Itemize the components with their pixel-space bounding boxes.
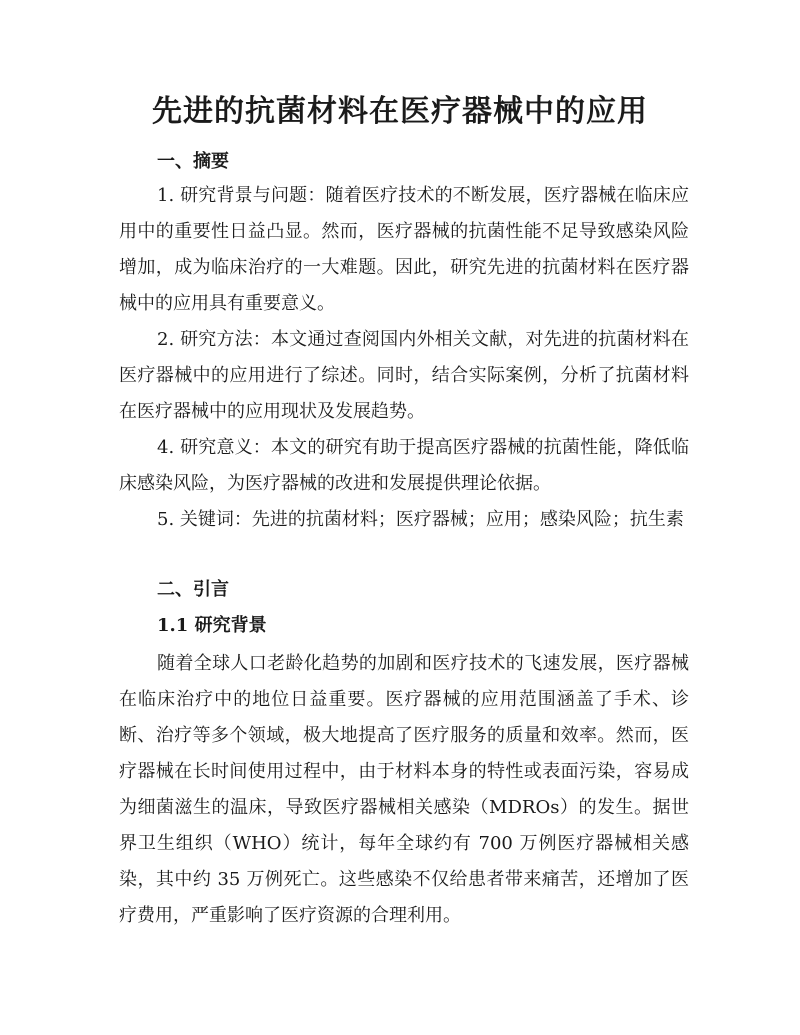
- abstract-paragraph-significance: 4. 研究意义：本文的研究有助于提高医疗器械的抗菌性能，降低临床感染风险，为医疗器械的改进和发展提供理论依据。: [119, 437, 689, 494]
- abstract-paragraph-keywords: 5. 关键词：先进的抗菌材料；医疗器械；应用；感染风险；抗生素: [157, 509, 684, 530]
- abstract-paragraph-background: 1. 研究背景与问题：随着医疗技术的不断发展，医疗器械在临床应用中的重要性日益凸显。然而，医疗器械的抗菌性能不足导致感染风险增加，成为临床治疗的一大难题。因此，研究先进的抗菌材料在医疗器械中的应用具有重要意义。: [119, 185, 689, 314]
- abstract-paragraph-method: 2. 研究方法：本文通过查阅国内外相关文献，对先进的抗菌材料在医疗器械中的应用进行了综述。同时，结合实际案例，分析了抗菌材料在医疗器械中的应用现状及发展趋势。: [119, 329, 689, 422]
- abstract-heading: 一、摘要: [157, 151, 229, 172]
- introduction-paragraph: 随着全球人口老龄化趋势的加剧和医疗技术的飞速发展，医疗器械在临床治疗中的地位日益重要。医疗器械的应用范围涵盖了手术、诊断、治疗等多个领域，极大地提高了医疗服务的质量和效率。然而，医疗器械在长时间使用过程中，由于材料本身的特性或表面污染，容易成为细菌滋生的温床，导致医疗器械相关感染（MDROs）的发生。据世界卫生组织（WHO）统计，每年全球约有 700 万例医疗器械相关感染，其中约 35 万例死亡。这些感染不仅给患者带来痛苦，还增加了医疗费用，严重影响了医疗资源的合理利用。: [119, 653, 689, 926]
- research-background-subheading: 1.1 研究背景: [157, 615, 267, 636]
- document-title: 先进的抗菌材料在医疗器械中的应用: [152, 94, 648, 129]
- introduction-heading: 二、引言: [157, 579, 229, 600]
